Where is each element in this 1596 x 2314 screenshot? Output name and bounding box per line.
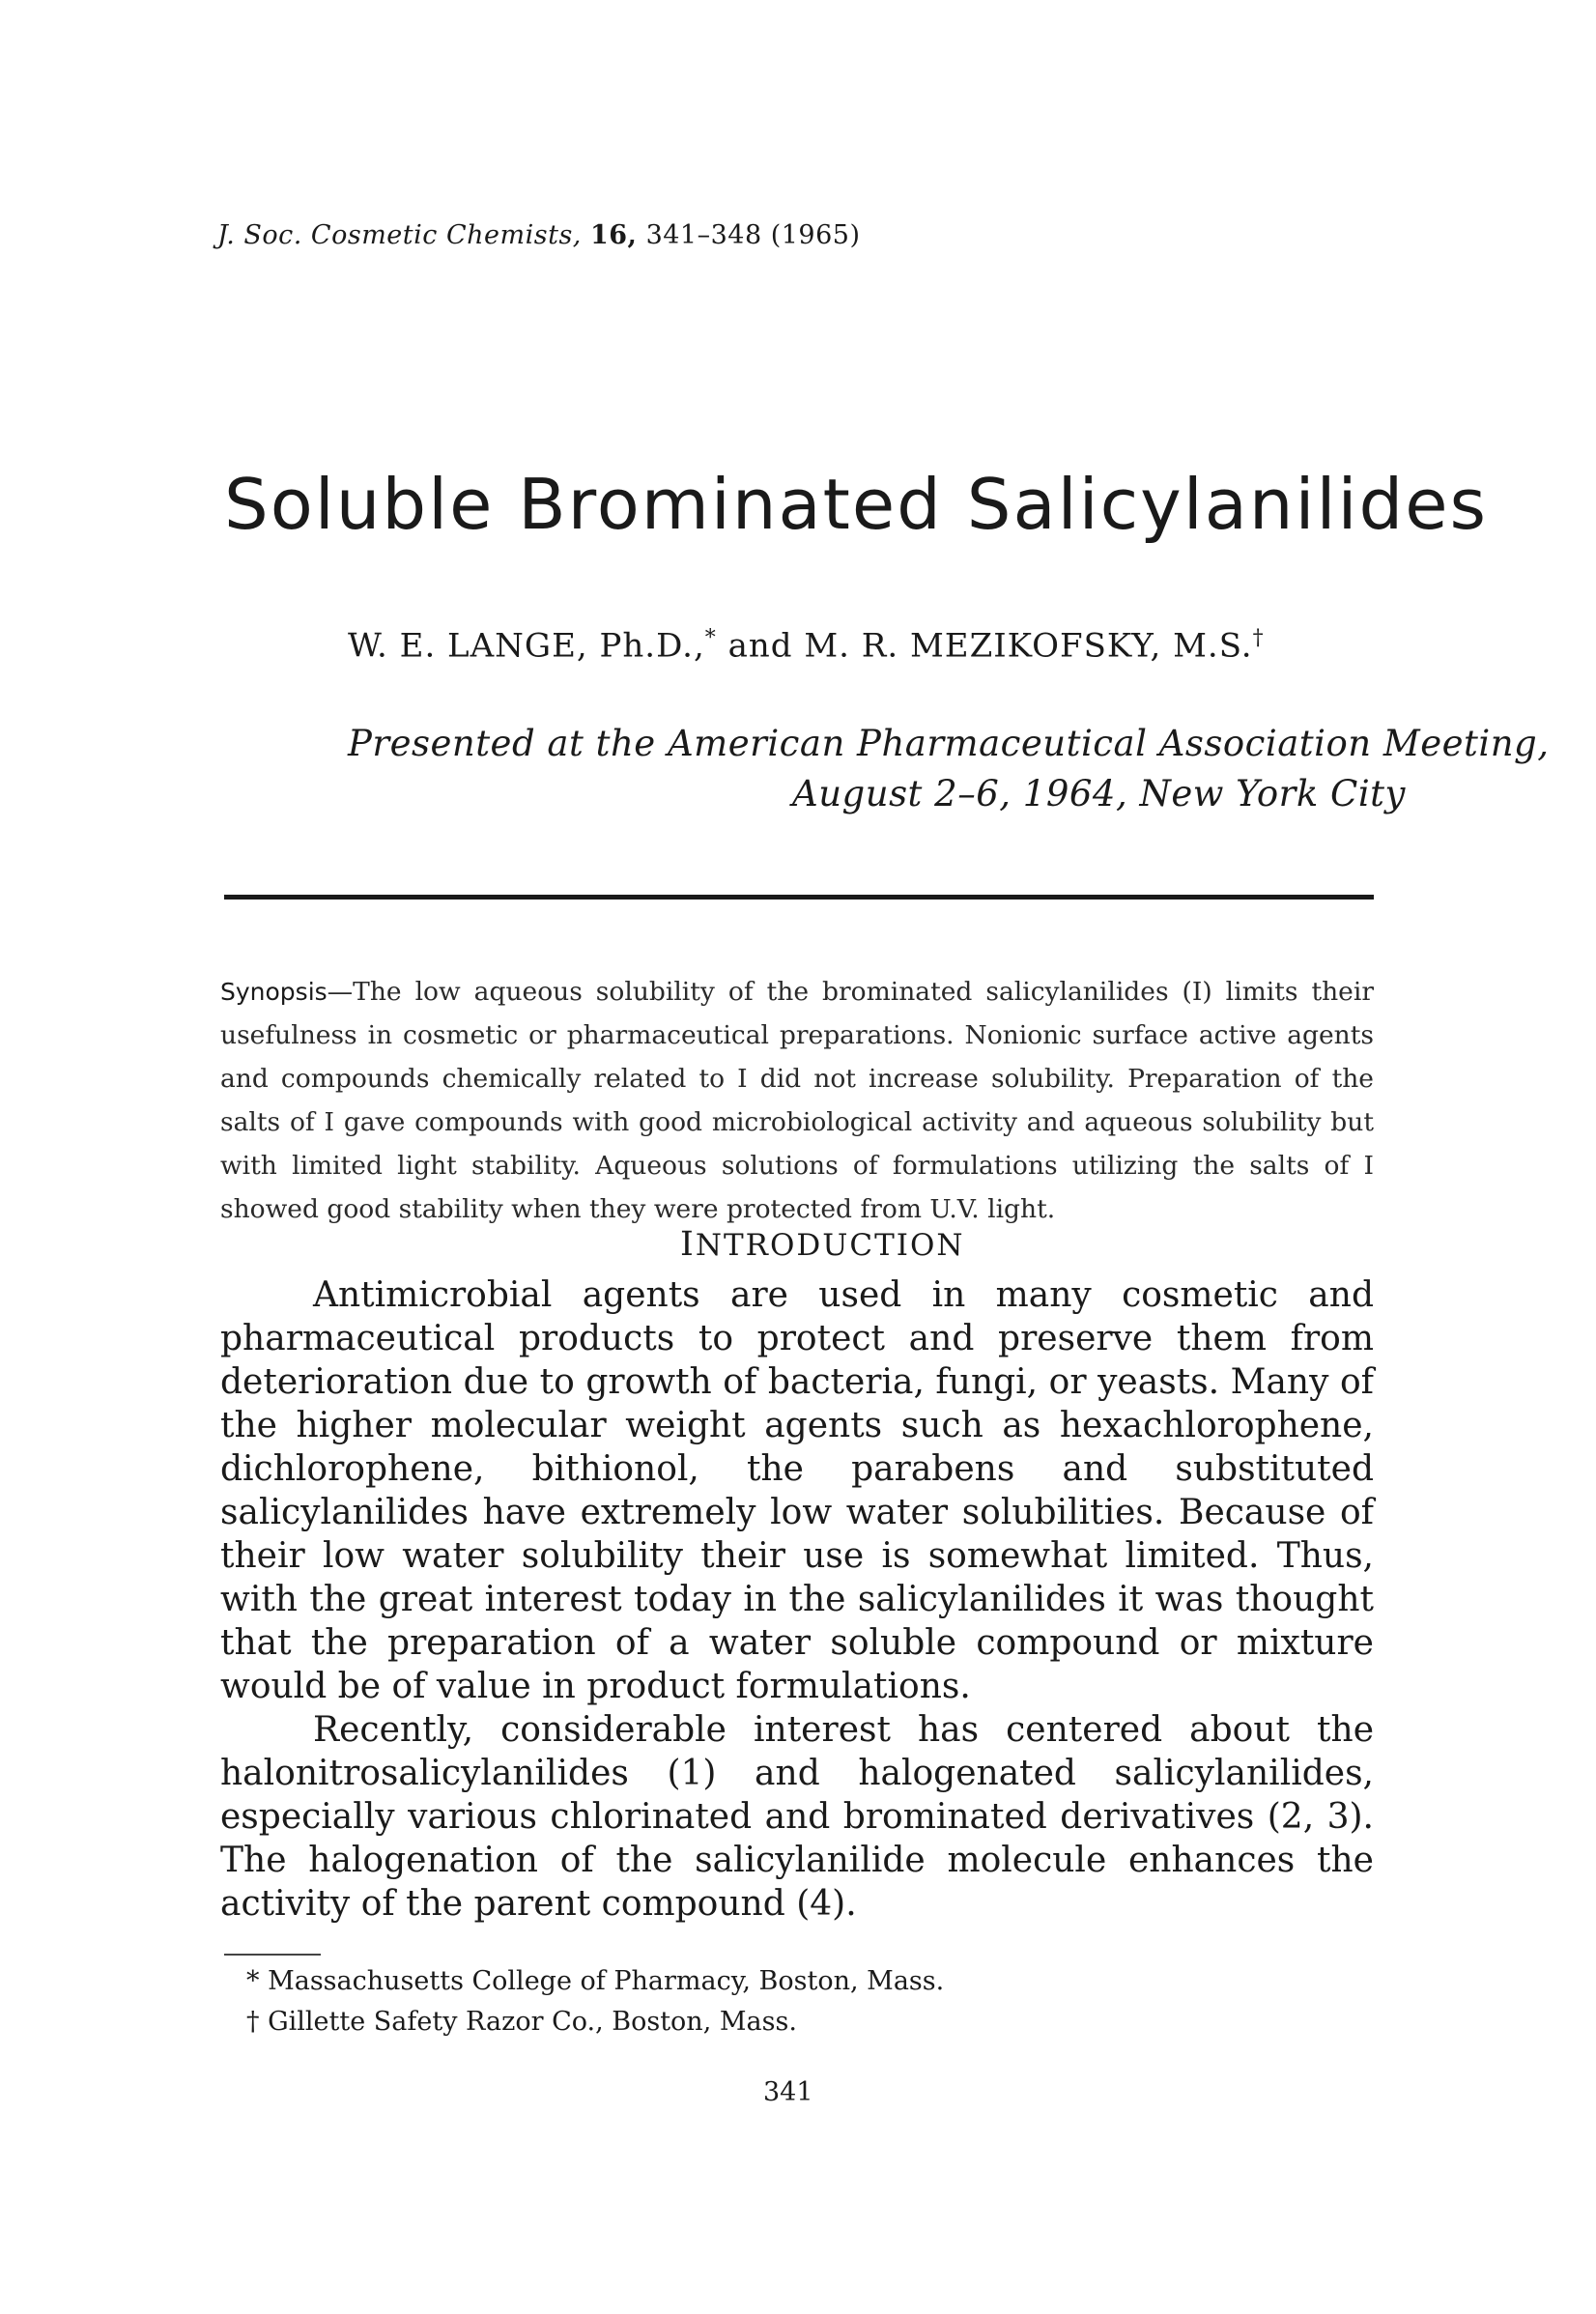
- footnote-2: † Gillette Safety Razor Co., Boston, Mass.: [246, 2007, 797, 2037]
- author-1: W. E. LANGE, Ph.D.,: [348, 626, 705, 666]
- footnote-1: * Massachusetts College of Pharmacy, Boston, Mass.: [246, 1966, 945, 1996]
- introduction-heading-initial: I: [680, 1225, 696, 1264]
- journal-citation: [217, 220, 861, 250]
- introduction-heading-rest: NTRODUCTION: [695, 1228, 965, 1263]
- presented-note-line-1: Presented at the American Pharmaceutical Association Meeting,: [348, 723, 1550, 764]
- introduction-body: [220, 1273, 1374, 1926]
- authors: [348, 626, 1265, 665]
- presented-note-line-2: August 2–6, 1964, New York City: [792, 773, 1406, 814]
- author-1-footnote-mark: *: [704, 626, 717, 650]
- page-number: 341: [763, 2077, 813, 2107]
- author-2: M. R. MEZIKOFSKY, M.S.: [804, 626, 1253, 666]
- footnote-divider: [224, 1954, 321, 1956]
- synopsis: [220, 970, 1374, 1231]
- introduction-paragraph-2: Recently, considerable interest has centered about the halonitrosalicylanilides (1) and halogenated salicylanilides, especially various chlorinated and brominated derivatives (2, 3). The halogenation of the salicylanilide molecule enhances the activity of the parent compound (4).: [220, 1710, 1374, 1924]
- author-conjunction: and: [727, 626, 793, 666]
- title-divider: [224, 895, 1374, 900]
- footnotes: [246, 1961, 944, 2043]
- introduction-heading: [680, 1225, 965, 1264]
- synopsis-label: Synopsis: [220, 978, 328, 1006]
- author-2-footnote-mark: †: [1252, 626, 1265, 650]
- journal-name: J. Soc. Cosmetic Chemists,: [217, 220, 582, 250]
- synopsis-text: —The low aqueous solubility of the brominated salicylanilides (I) limits their usefulness in cosmetic or pharmaceutical preparations. Nonionic surface active agents and compounds chemically related to I did not increase solubility. Preparation of the salts of I gave compounds with good microbiological activity and aqueous solubility but with limited light stability. Aqueous solutions of formulations utilizing the salts of I showed good stability when they were protected from U.V. light.: [220, 977, 1374, 1224]
- introduction-paragraph-1: Antimicrobial agents are used in many cosmetic and pharmaceutical products to protect and preserve them from deterioration due to growth of bacteria, fungi, or yeasts. Many of the higher molecular weight agents such as hexachlorophene, dichlorophene, bithionol, the parabens and substituted salicylanilides have extremely low water solubilities. Because of their low water solubility their use is somewhat limited. Thus, with the great interest today in the salicylanilides it was thought that the preparation of a water soluble compound or mixture would be of value in product formulations.: [220, 1275, 1374, 1706]
- journal-volume: 16,: [589, 220, 638, 250]
- journal-pages-year: 341–348 (1965): [645, 220, 861, 250]
- article-title: Soluble Brominated Salicylanilides: [224, 464, 1489, 545]
